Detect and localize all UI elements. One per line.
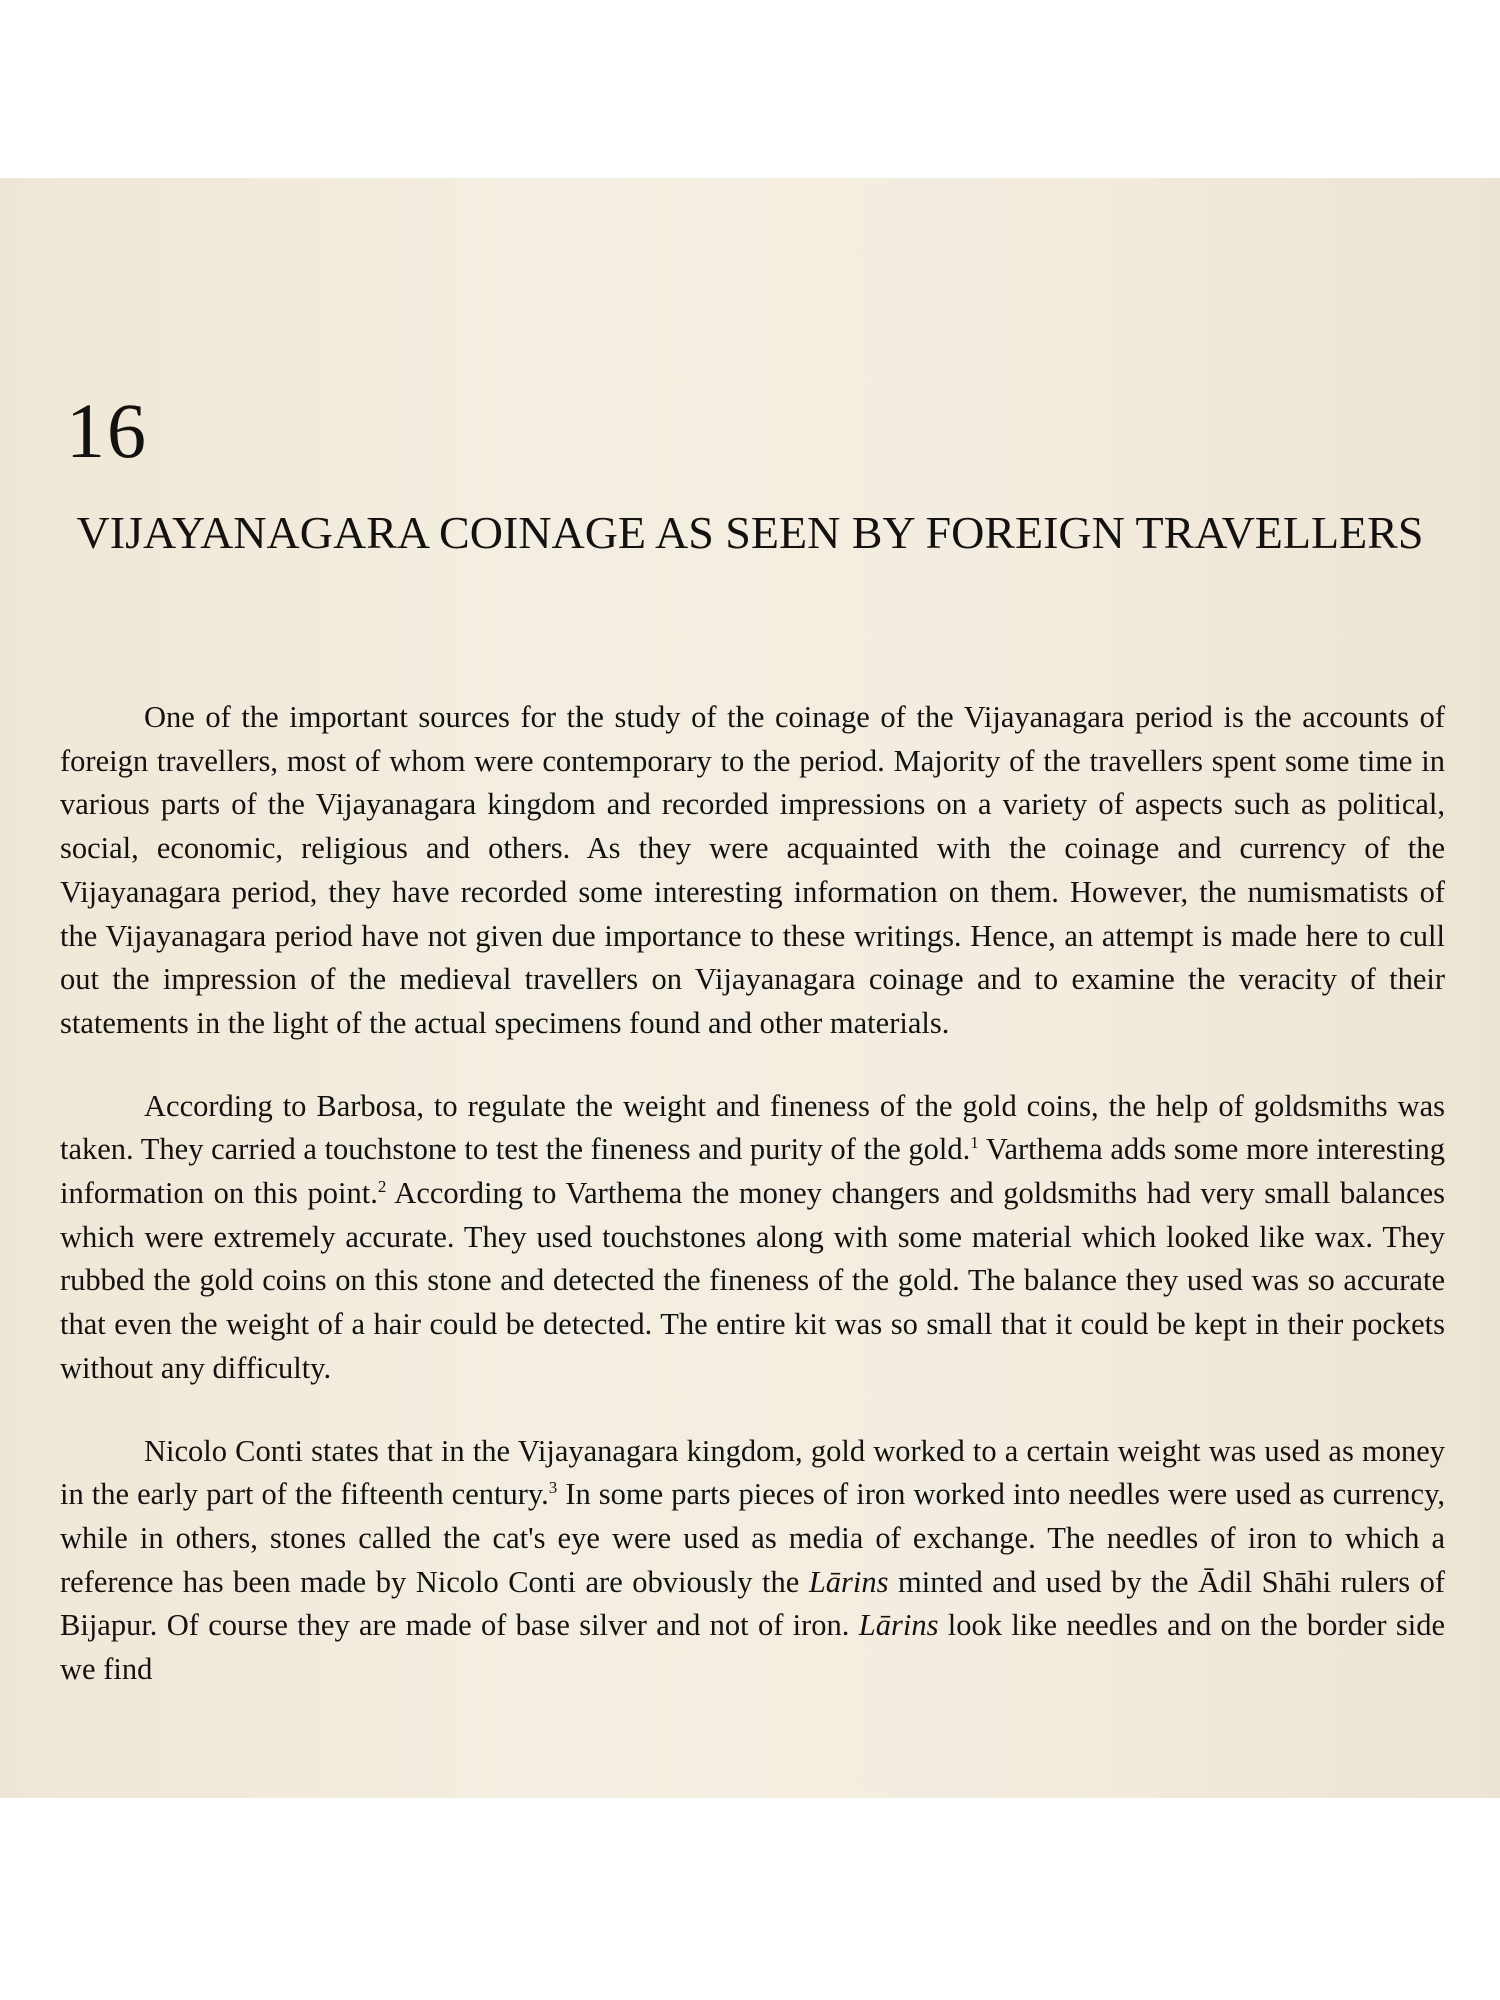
footnote-ref: 1 bbox=[970, 1133, 979, 1153]
italic-term: Lārins bbox=[858, 1608, 939, 1643]
footnote-ref: 3 bbox=[548, 1478, 558, 1498]
paragraph bbox=[60, 696, 1445, 1046]
book-page bbox=[0, 178, 1500, 1798]
italic-term: Lārins bbox=[808, 1564, 889, 1599]
paragraph-text: Nicolo Conti states that in the Vijayanagara kingdom, gold worked to a certain weight was used as money in the early part of the fifteenth century. bbox=[60, 1433, 1445, 1512]
paragraph bbox=[60, 1085, 1445, 1391]
chapter-number: 16 bbox=[66, 387, 148, 474]
paragraph-text: look like needles and on the border side we find bbox=[60, 1608, 1445, 1687]
chapter-body bbox=[60, 696, 1445, 1731]
chapter-title: VIJAYANAGARA COINAGE AS SEEN BY FOREIGN TRAVELLERS bbox=[76, 507, 1424, 558]
paragraph-text: According to Varthema the money changers and goldsmiths had very small balances which were extremely accurate. They used touchstones along with some material which looked like wax. They rubbed the gold coins on this stone and detected the fineness of the gold. The balance they used was so accurate that even the weight of a hair could be detected. The entire kit was so small that it could be kept in their pockets without any difficulty. bbox=[60, 1176, 1446, 1385]
paragraph-text: One of the important sources for the study of the coinage of the Vijayanagara period is the accounts of foreign travellers, most of whom were contemporary to the period. Majority of the travellers spent some time in various parts of the Vijayanagara kingdom and recorded impressions on a variety of aspects such as political, social, economic, religious and others. As they were acquainted with the coinage and currency of the Vijayanagara period, they have recorded some interesting information on them. However, the numismatists of the Vijayanagara period have not given due importance to these writings. Hence, an attempt is made here to cull out the impression of the medieval travellers on Vijayanagara coinage and to examine the veracity of their statements in the light of the actual specimens found and other materials. bbox=[60, 700, 1445, 1040]
paragraph-text: According to Barbosa, to regulate the weight and fineness of the gold coins, the help of goldsmiths was taken. They carried a touchstone to test the fineness and purity of the gold. bbox=[60, 1088, 1445, 1167]
paragraph-text: In some parts pieces of iron worked into needles were used as currency, while in others, stones called the cat's eye were used as media of exchange. The needles of iron to which a reference has been made by Nicolo Conti are obviously the bbox=[60, 1477, 1445, 1599]
paragraph bbox=[60, 1430, 1445, 1692]
paragraph-text: Varthema adds some more interesting information on this point. bbox=[60, 1132, 1446, 1211]
paragraph-text: minted and used by the Ādil Shāhi rulers of Bijapur. Of course they are made of base silver and not of iron. bbox=[60, 1564, 1445, 1643]
footnote-ref: 2 bbox=[377, 1176, 387, 1196]
